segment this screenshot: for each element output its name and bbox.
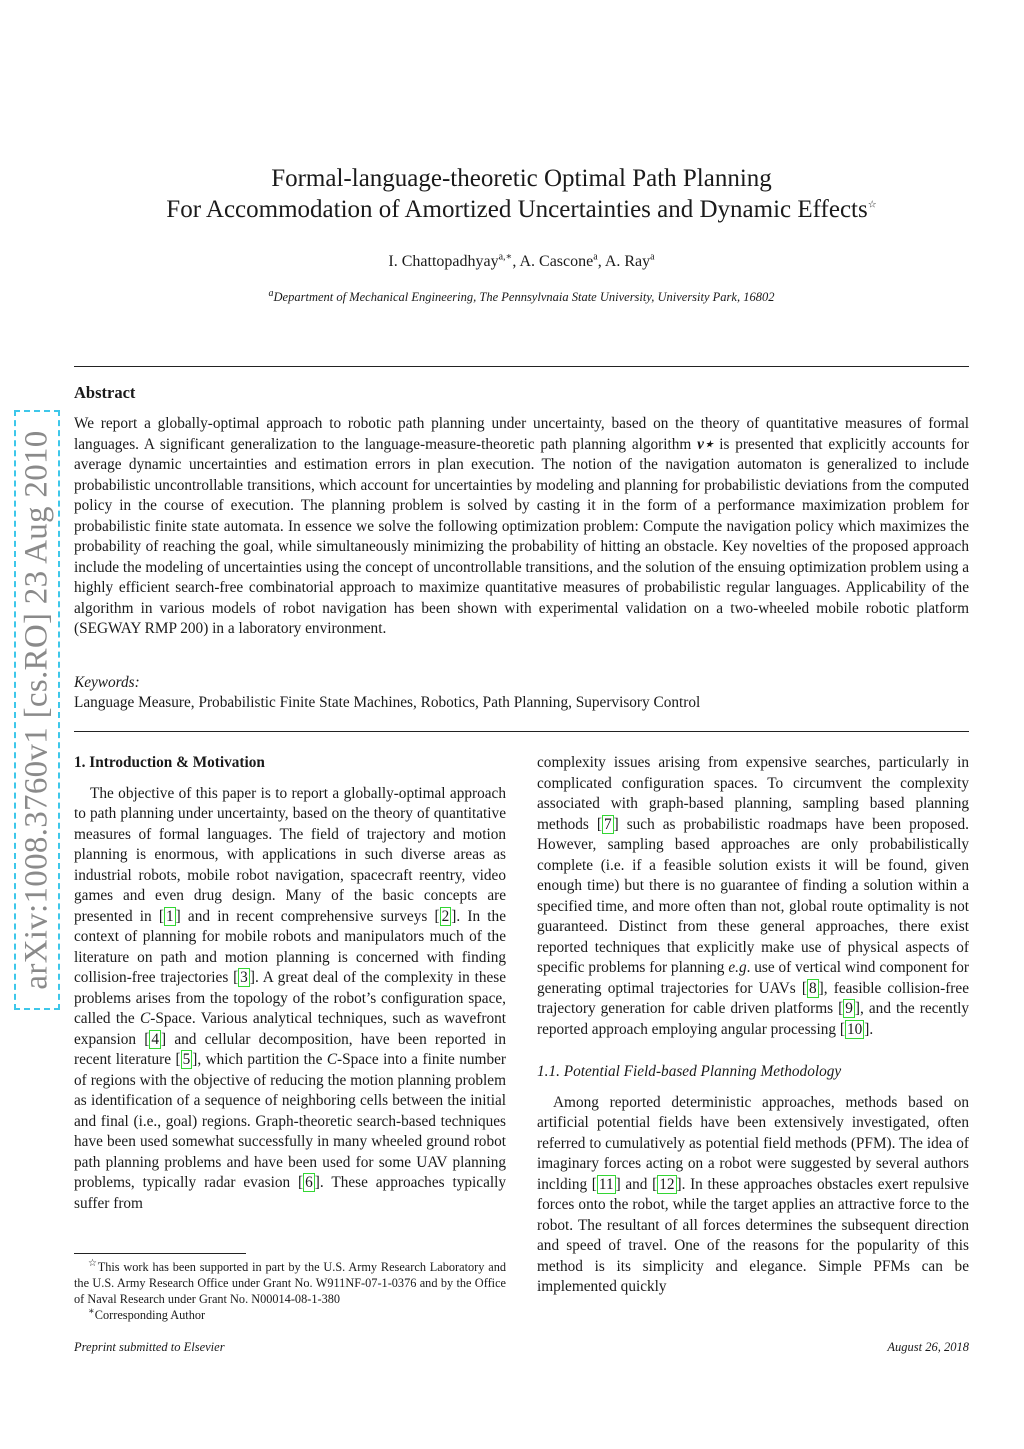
footnotes [74, 1259, 506, 1323]
author-sep: , [512, 253, 520, 270]
citation-link[interactable]: 6 [305, 1174, 313, 1191]
title-line-1: Formal-language-theoretic Optimal Path Planning [271, 165, 772, 192]
citation-link[interactable]: 5 [182, 1051, 191, 1068]
author-3: A. Ray [604, 253, 651, 270]
arxiv-id: arXiv:1008.3760v1 [cs.RO] 23 Aug 2010 [18, 430, 55, 990]
title-footnote-mark: ☆ [867, 199, 877, 211]
abstract-body: We report a globally-optimal approach to robotic path planning under uncertainty, based on the theory of quantitative measures of formal languages. A significant generalization to the language-measure-theoretic path planning algorithm ν⋆ is presented that explicitly accounts for average dynamic uncertainties and estimation errors in plan execution. The notion of the navigation automaton is generalized to include probabilistic uncontrollable transitions, which account for uncertainties by modeling and planning for probabilistic deviations from the computed policy in the course of execution. The planning problem is solved by casting it in the form of a performance maximization problem for probabilistic finite state automata. In essence we solve the following optimization problem: Compute the navigation policy which maximizes the probability of reaching the goal, while simultaneously minimizing the probability of hitting an obstacle. Key novelties of the proposed approach include the modeling of uncertainties using the concept of uncontrollable transitions, and the solution of the ensuing optimization problem using a highly efficient search-free combinatorial approach to maximize quantitative measures of probabilistic regular languages. Applicability of the algorithm in various models of robot navigation has been shown with experimental validation on a two-wheeled mobile robotic platform (SEGWAY RMP 200) in a laboratory environment. [74, 415, 969, 637]
citation-link[interactable]: 8 [809, 979, 817, 997]
citation-link[interactable]: 10 [846, 1020, 863, 1038]
citation-link[interactable]: 1 [165, 907, 174, 925]
affiliation-mark: a [268, 287, 274, 299]
abstract-bottom-rule [74, 731, 969, 732]
citation-link[interactable]: 11 [598, 1175, 614, 1193]
citation-link[interactable]: 3 [240, 969, 248, 986]
pfm-paragraph: Among reported deterministic approaches, methods based on artificial potential fields have been extensively investigated, often referred to cumulatively as potential field methods (PFM). The idea of imaginary forces acting on a robot were suggested by several authors inclding [ 11 ] and [ 12 ]. In these approaches obstacles exert repulsive forces onto the robot, while the target applies an attractive force to the robot. The resultant of all forces determines the subsequent direction and speed of travel. One of the reasons for the popularity of this method is its simplicity and elegance. Simple PFMs can be implemented quickly [537, 1093, 969, 1295]
subsection-heading: 1.1. Potential Field-based Planning Methodology [537, 1063, 842, 1080]
left-column [74, 753, 506, 1214]
citation-link[interactable]: 2 [441, 907, 450, 925]
intro-paragraph-continued: complexity issues arising from expensive searches, particularly in complicated configuration spaces. To circumvent the complexity associated with graph-based planning, sampling based planning methods [ 7 ] such as probabilistic roadmaps have been proposed. However, sampling based approaches are only probabilistically complete (i.e. if a feasible solution exists it will be found, given enough time) but there is no guarantee of finding a solution within a specified time, and more often than not, global route optimality is not guaranteed. Distinct from these general approaches, there exist reported techniques that explicitly make use of physical aspects of specific problems for planning e.g. use of vertical wind component for generating optimal trajectories for UAVs [ 8 ], feasible collision-free trajectory generation for cable driven platforms [ 9 ], and the recently reported approach employing angular processing [ 10 ]. [537, 754, 969, 1038]
author-1: I. Chattopadhyay [388, 253, 499, 270]
section-heading: 1. Introduction & Motivation [74, 754, 265, 771]
footnote-corresponding: ∗Corresponding Author [88, 1305, 206, 1322]
affiliation-text: Department of Mechanical Engineering, The Pennsylvnaia State University, University Park, 16802 [273, 290, 775, 304]
citation-link[interactable]: 7 [603, 815, 612, 833]
author-sep: , [597, 253, 605, 270]
footnote-rule [74, 1253, 246, 1254]
keywords-text: Language Measure, Probabilistic Finite State Machines, Robotics, Path Planning, Supervisory Control [74, 694, 701, 711]
arxiv-stamp [14, 410, 60, 1010]
author-1-affil: a,∗ [498, 251, 513, 263]
keywords-heading: Keywords: [74, 674, 140, 691]
title-line-2: For Accommodation of Amortized Uncertainties and Dynamic Effects☆ [166, 196, 877, 223]
affiliation [74, 287, 969, 305]
author-2-affil: a [593, 251, 598, 263]
footer-date: August 26, 2018 [887, 1340, 969, 1354]
nu-star-symbol: ν⋆ [697, 435, 714, 453]
citation-link[interactable]: 12 [659, 1175, 675, 1193]
footnote-funding: ☆This work has been supported in part by the U.S. Army Research Laboratory and the U.S. Army Research Office under Grant No. W911NF-07-1-0376 and by the Office of Naval Research under Grant No. N00014-08-1-380 [74, 1257, 506, 1306]
footer-preprint: Preprint submitted to Elsevier [74, 1340, 225, 1354]
citation-link[interactable]: 4 [151, 1030, 159, 1048]
author-2: A. Cascone [519, 253, 594, 270]
citation-link[interactable]: 9 [845, 1000, 853, 1017]
top-rule [74, 366, 969, 367]
intro-paragraph: The objective of this paper is to report a globally-optimal approach to path planning under uncertainty, based on the theory of quantitative measures of formal languages. The field of trajectory and motion planning is enormous, with applications in such diverse areas as industrial robots, mobile robot navigation, spacecraft reentry, video games and even drug design. Many of the basic concepts are presented in [ 1 ] and in recent comprehensive surveys [ 2 ]. In the context of planning for mobile robots and manipulators much of the literature on path and motion planning is concerned with finding collision-free trajectories [ 3 ]. A great deal of the complexity in these problems arises from the topology of the robot’s configuration space, called the C-Space. Various analytical techniques, such as wavefront expansion [ 4 ] and cellular decomposition, have been reported in recent literature [ 5 ], which partition the C-Space into a finite number of regions with the objective of reducing the motion planning problem as identification of a sequence of neighboring cells between the initial and final (i.e., goal) regions. Graph-theoretic search-based techniques have been used somewhat successfully in many wheeled ground robot path planning problems and have been used for some UAV planning problems, typically radar evasion [ 6 ]. These approaches typically suffer from [74, 784, 507, 1212]
abstract-heading: Abstract [74, 383, 136, 402]
right-column [537, 753, 969, 1298]
author-3-affil: a [650, 251, 655, 263]
paper-title [74, 163, 969, 225]
author-list [74, 253, 969, 271]
